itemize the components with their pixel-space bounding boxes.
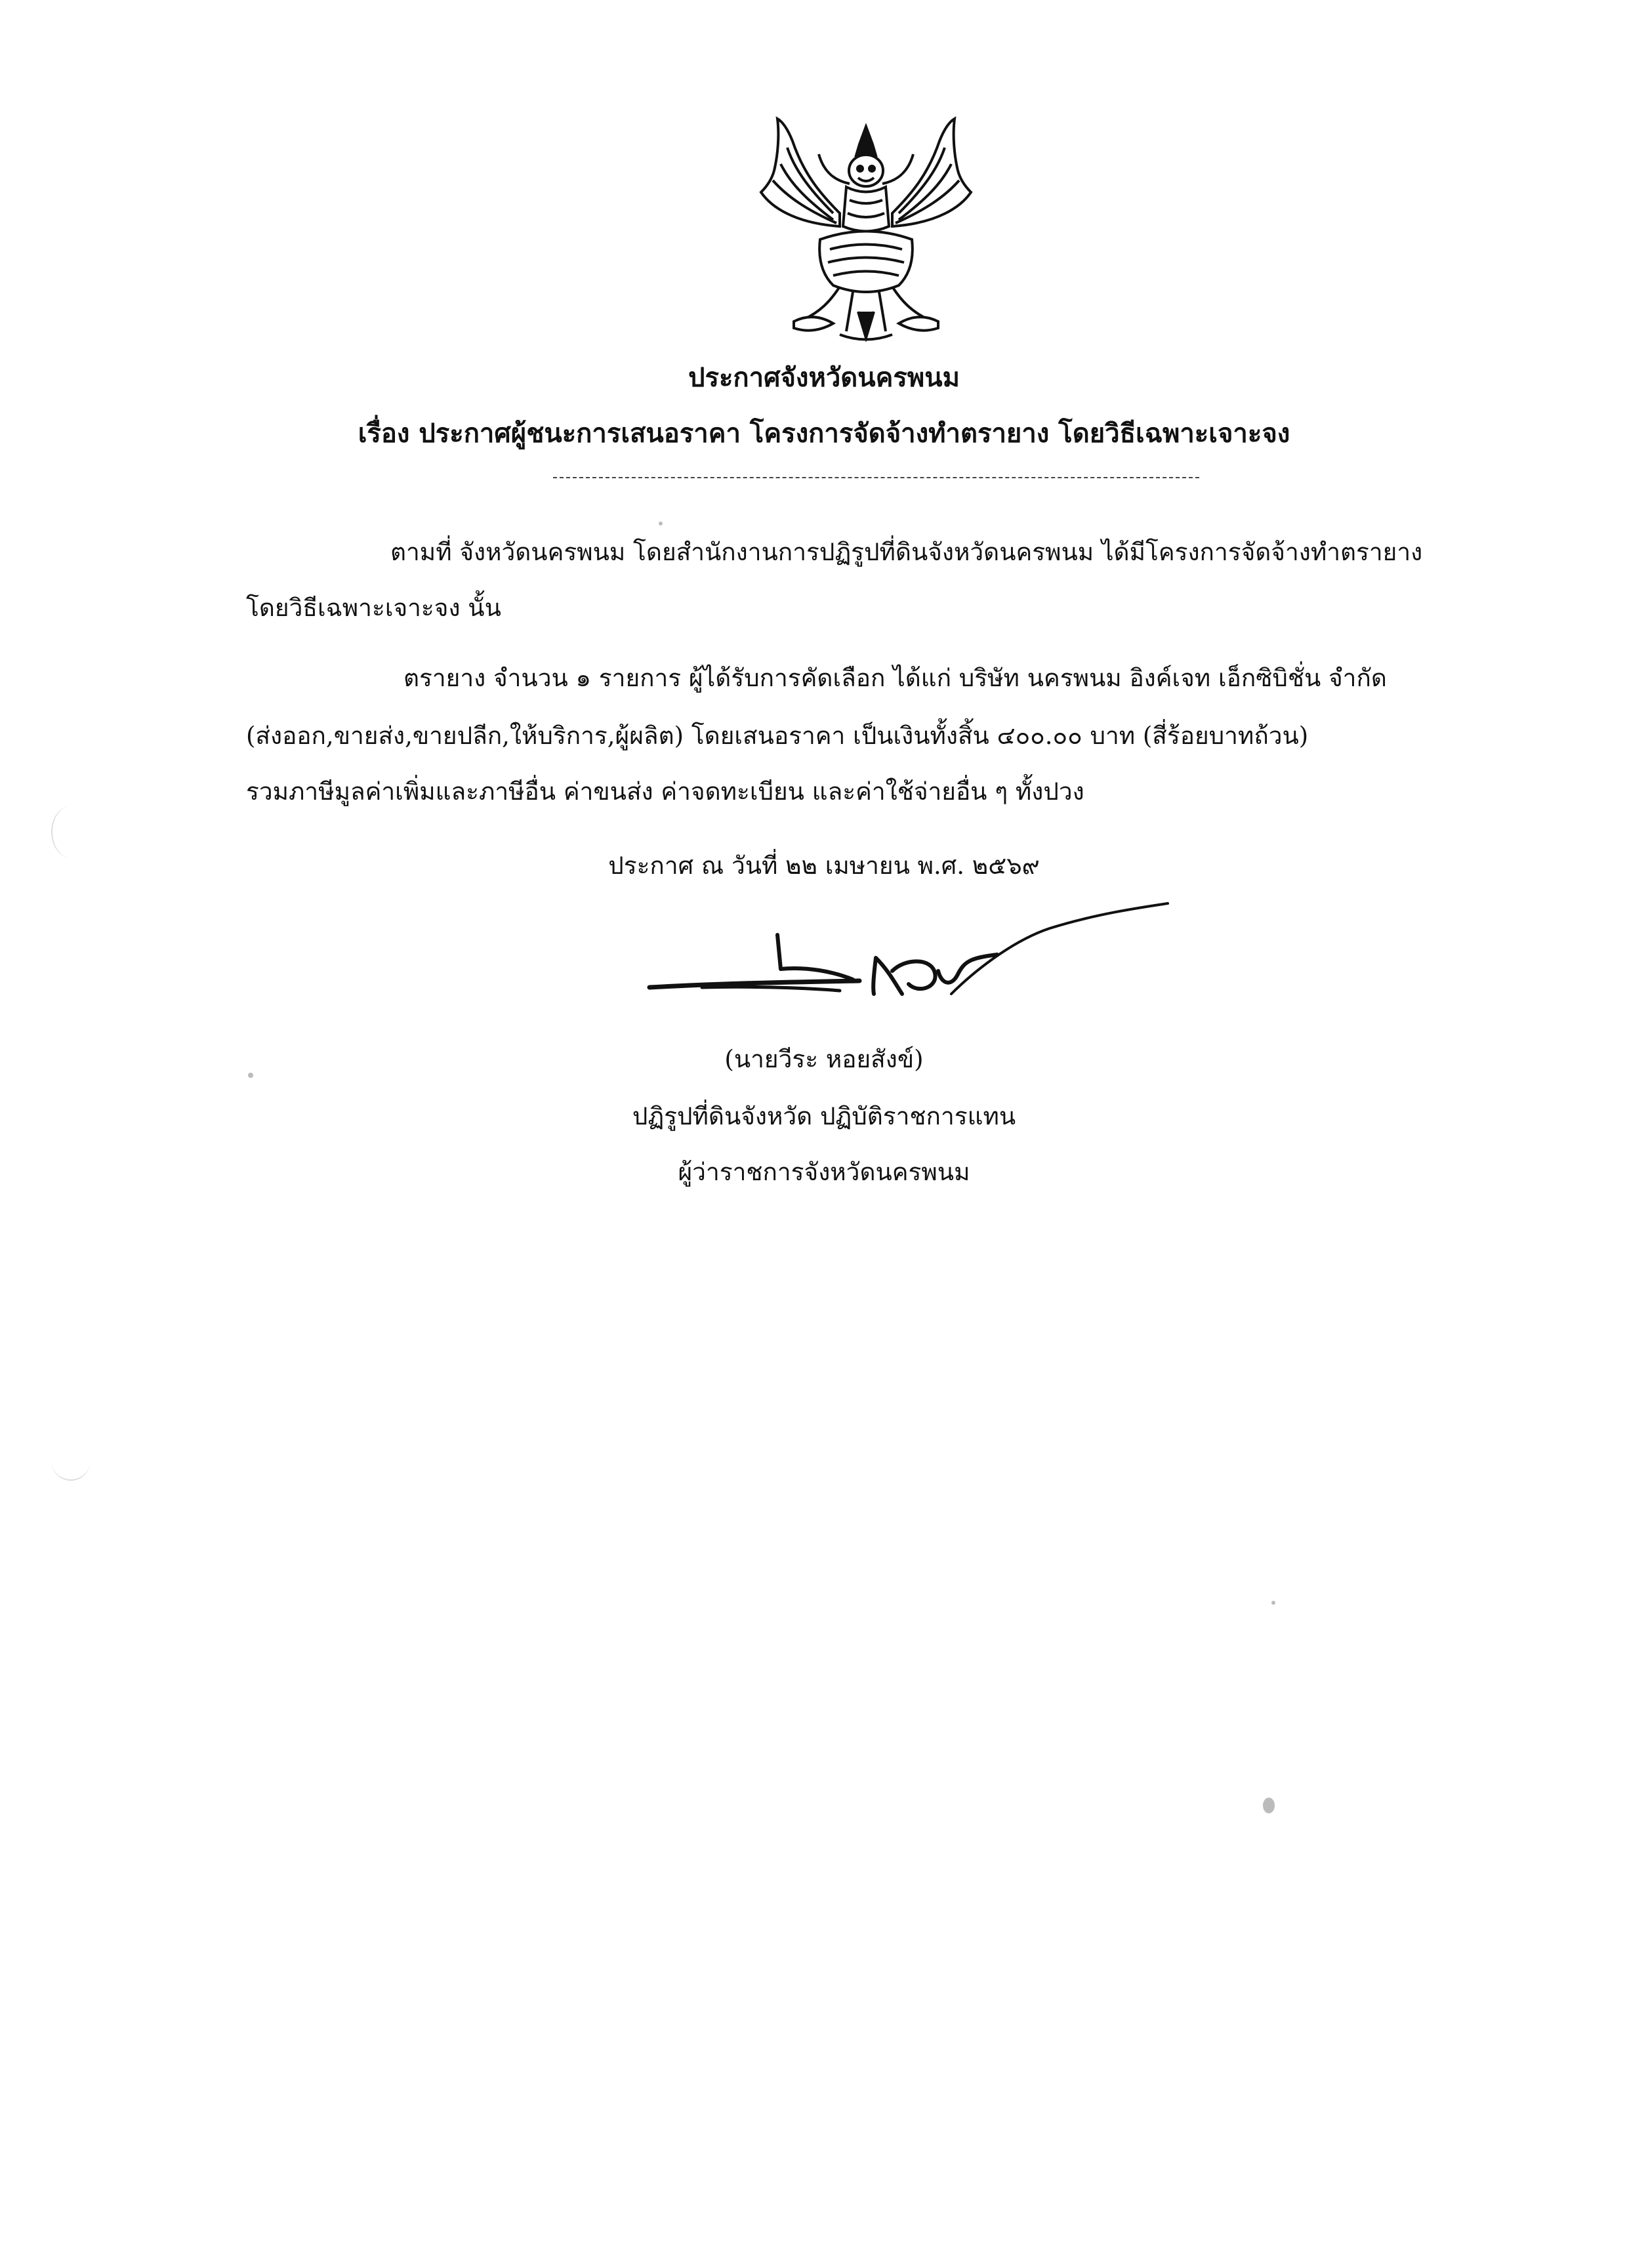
paragraph-2-line-1: ตรายาง จำนวน ๑ รายการ ผู้ได้รับการคัดเลือก ได้แก่ บริษัท นครพนม อิงค์เจท เอ็กซิบิชั่น จำกัด (403, 664, 1387, 692)
scan-speck (1263, 1798, 1275, 1813)
punch-hole-shadow (51, 1440, 91, 1481)
signer-name: (นายวีระ หอยสังข์) (724, 1045, 924, 1073)
page-title: ประกาศจังหวัดนครพนม (688, 362, 960, 393)
subject-line: เรื่อง ประกาศผู้ชนะการเสนอราคา โครงการจัดจ้างทำตรายาง โดยวิธีเฉพาะเจาะจง (358, 418, 1290, 449)
dashed-divider (553, 477, 1199, 478)
announcement-date: ประกาศ ณ วันที่ ๒๒ เมษายน พ.ศ. ๒๕๖๙ (608, 852, 1040, 880)
paragraph-1-line-1: ตามที่ จังหวัดนครพนม โดยสำนักงานการปฏิรูปที่ดินจังหวัดนครพนม ได้มีโครงการจัดจ้างทำตรายาง (390, 538, 1423, 566)
scan-speck (248, 1073, 253, 1078)
paragraph-2-line-3: รวมภาษีมูลค่าเพิ่มและภาษีอื่น ค่าขนส่ง ค่าจดทะเบียน และค่าใช้จ่ายอื่น ๆ ทั้งปวง (246, 777, 1084, 806)
signer-position-line-1: ปฏิรูปที่ดินจังหวัด ปฏิบัติราชการแทน (632, 1102, 1016, 1130)
garuda-emblem-icon (741, 115, 991, 354)
scan-speck (1271, 1601, 1275, 1605)
signer-position-line-2: ผู้ว่าราชการจังหวัดนครพนม (678, 1158, 970, 1186)
scan-speck (659, 522, 663, 526)
paragraph-2-line-2: (ส่งออก,ขายส่ง,ขายปลีก,ให้บริการ,ผู้ผลิต) โดยเสนอราคา เป็นเงินทั้งสิ้น ๔๐๐.๐๐ บาท (สี่ร้อยบาทถ้วน) (246, 722, 1309, 750)
paragraph-1-line-2: โดยวิธีเฉพาะเจาะจง นั้น (246, 594, 501, 622)
handwritten-signature-icon (643, 896, 1181, 1017)
punch-hole-shadow (51, 806, 92, 858)
